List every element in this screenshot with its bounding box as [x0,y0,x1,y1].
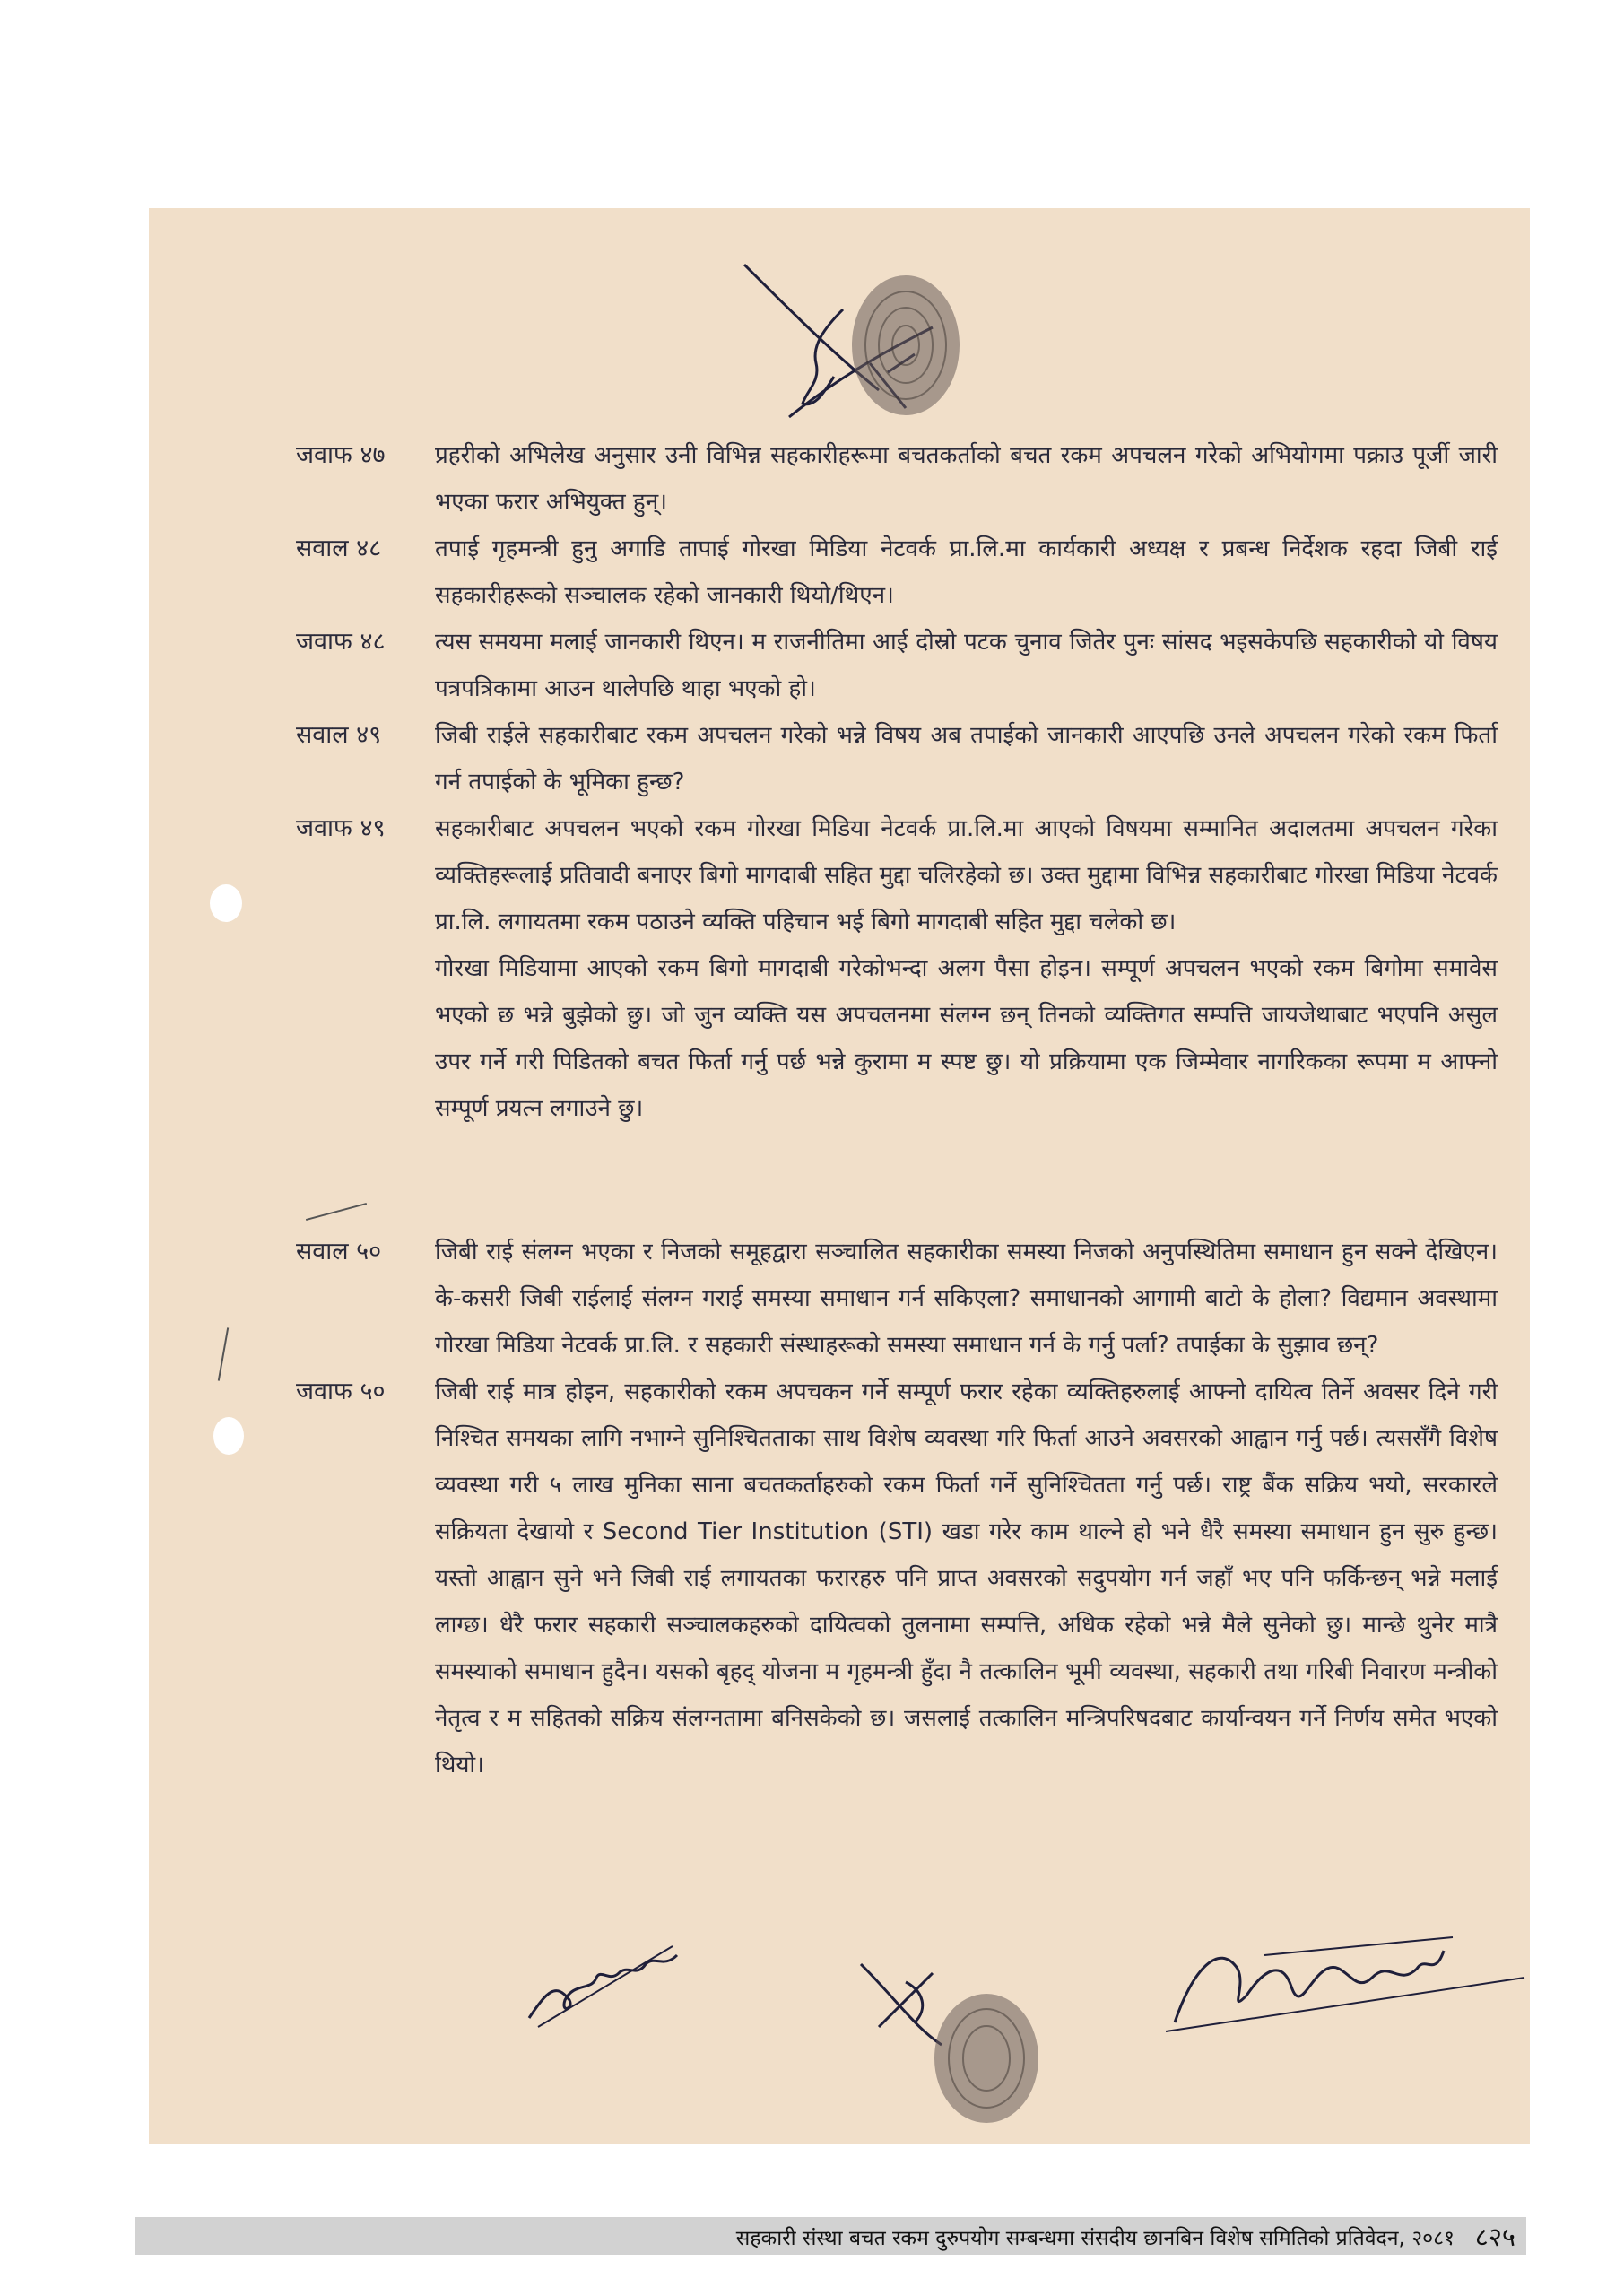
entry-text: त्यस समयमा मलाई जानकारी थिएन। म राजनीतिमा आई दोस्रो पटक चुनाव जितेर पुनः सांसद भइसकेपछि सहकारीको यो विषय पत्रपत्रिकामा आउन थालेपछि थाहा भएको हो। [435,629,1498,702]
entry-text: जिबी राई संलग्न भएका र निजको समूहद्वारा सञ्चालित सहकारीका समस्या निजको अनुपस्थितिमा समाधान हुन सक्ने देखिएन। के-कसरी जिबी राईलाई संलग्न गराई समस्या समाधान गर्न सकिएला? समाधानको आगामी बाटो के होला? विद्यमान अवस्थामा गोरखा मिडिया नेटवर्क प्रा.लि. र सहकारी संस्थाहरूको समस्या समाधान गर्न के गर्नु पर्ला? तपाईका के सुझाव छन्? [435,1239,1498,1359]
bottom-fingerprint [924,1987,1049,2130]
entry-label: सवाल ४८ [296,535,382,562]
answer-48 [296,619,1498,712]
question-50 [296,1229,1498,1369]
punch-hole-top [210,884,242,922]
top-fingerprint [838,269,973,422]
entry-label: जवाफ ४८ [296,628,386,656]
question-48 [296,526,1498,619]
entry-text: जिबी राईले सहकारीबाट रकम अपचलन गरेको भन्ने विषय अब तपाईको जानकारी आएपछि उनले अपचलन गरेको रकम फिर्ता गर्न तपाईको के भूमिका हुन्छ? [435,722,1498,796]
entry-text: प्रहरीको अभिलेख अनुसार उनी विभिन्न सहकारीहरूमा बचतकर्ताको बचत रकम अपचलन गरेको अभियोगमा पक्राउ पूर्जी जारी भएका फरार अभियुक्त हुन्। [435,442,1498,516]
page-number: ८२५ [1474,2222,1515,2252]
bottom-left-signature [520,1928,699,2036]
entry-label: जवाफ ५० [296,1378,386,1405]
entry-text: तपाई गृहमन्त्री हुनु अगाडि तापाई गोरखा मिडिया नेटवर्क प्रा.लि.मा कार्यकारी अध्यक्ष र प्रबन्ध निर्देशक रहदा जिबी राई सहकारीहरूको सञ्चालक रहेको जानकारी थियो/थिएन। [435,535,1498,609]
qa-section-1 [296,432,1498,1132]
punch-hole-bottom [213,1417,244,1455]
entry-label: जवाफ ४७ [296,441,386,469]
entry-label: जवाफ ४९ [296,814,386,842]
question-49 [296,712,1498,805]
bottom-right-signature [1157,1915,1533,2049]
entry-label: सवाल ४९ [296,721,382,749]
answer-49 [296,805,1498,945]
answer-47 [296,432,1498,526]
footer [135,2217,1526,2255]
entry-label: सवाल ५० [296,1238,382,1265]
footer-title: सहकारी संस्था बचत रकम दुरुपयोग सम्बन्धमा संसदीय छानबिन विशेष समितिको प्रतिवेदन, २०८१ [735,2227,1455,2250]
answer-49-continuation: गोरखा मिडियामा आएको रकम बिगो मागदाबी गरेकोभन्दा अलग पैसा होइन। सम्पूर्ण अपचलन भएको रकम बिगोमा समावेस भएको छ भन्ने बुझेको छु। जो जुन व्यक्ति यस अपचलनमा संलग्न छन् तिनको व्यक्तिगत सम्पत्ति जायजेथाबाट भएपनि असुल उपर गर्ने गरी पिडितको बचत फिर्ता गर्नु पर्छ भन्ने कुरामा म स्पष्ट छु। यो प्रक्रियामा एक जिम्मेवार नागरिकका रूपमा म आफ्नो सम्पूर्ण प्रयत्न लगाउने छु। [435,955,1498,1122]
answer-50 [296,1369,1498,1788]
entry-text: जिबी राई मात्र होइन, सहकारीको रकम अपचकन गर्ने सम्पूर्ण फरार रहेका व्यक्तिहरुलाई आफ्नो दायित्व तिर्ने अवसर दिने गरी निश्चित समयका लागि नभाग्ने सुनिश्चितताका साथ विशेष व्यवस्था गरि फिर्ता आउने अवसरको आह्वान गर्नु पर्छ। त्यससँगै विशेष व्यवस्था गरी ५ लाख मुनिका साना बचतकर्ताहरुको रकम फिर्ता गर्ने सुनिश्चितता गर्नु पर्छ। राष्ट्र बैंक सक्रिय भयो, सरकारले सक्रियता देखायो र Second Tier Institution (STI) खडा गरेर काम थाल्ने हो भने धैरै समस्या समाधान हुन सुरु हुन्छ। यस्तो आह्वान सुने भने जिबी राई लगायतका फरारहरु पनि प्राप्त अवसरको सदुपयोग गर्न जहाँ भए पनि फर्किन्छन् भन्ने मलाई लाग्छ। धेरै फरार सहकारी सञ्चालकहरुको दायित्वको तुलनामा सम्पत्ति, अधिक रहेको भन्ने मैले सुनेको छु। मान्छे थुनेर मात्रै समस्याको समाधान हुदैन। यसको बृहद् योजना म गृहमन्त्री हुँदा नै तत्कालिन भूमी व्यवस्था, सहकारी तथा गरिबी निवारण मन्त्रीको नेतृत्व र म सहितको सक्रिय संलग्नतामा बनिसकेको छ। जसलाई तत्कालिन मन्त्रिपरिषदबाट कार्यान्वयन गर्ने निर्णय समेत भएको थियो। [435,1378,1498,1779]
qa-section-2 [296,1229,1498,1788]
entry-text: सहकारीबाट अपचलन भएको रकम गोरखा मिडिया नेटवर्क प्रा.लि.मा आएको विषयमा सम्मानित अदालतमा अपचलन गरेका व्यक्तिहरूलाई प्रतिवादी बनाएर बिगो मागदाबी सहित मुद्दा चलिरहेको छ। उक्त मुद्दामा विभिन्न सहकारीबाट गोरखा मिडिया नेटवर्क प्रा.लि. लगायतमा रकम पठाउने व्यक्ति पहिचान भई बिगो मागदाबी सहित मुद्दा चलेको छ। [435,815,1498,935]
